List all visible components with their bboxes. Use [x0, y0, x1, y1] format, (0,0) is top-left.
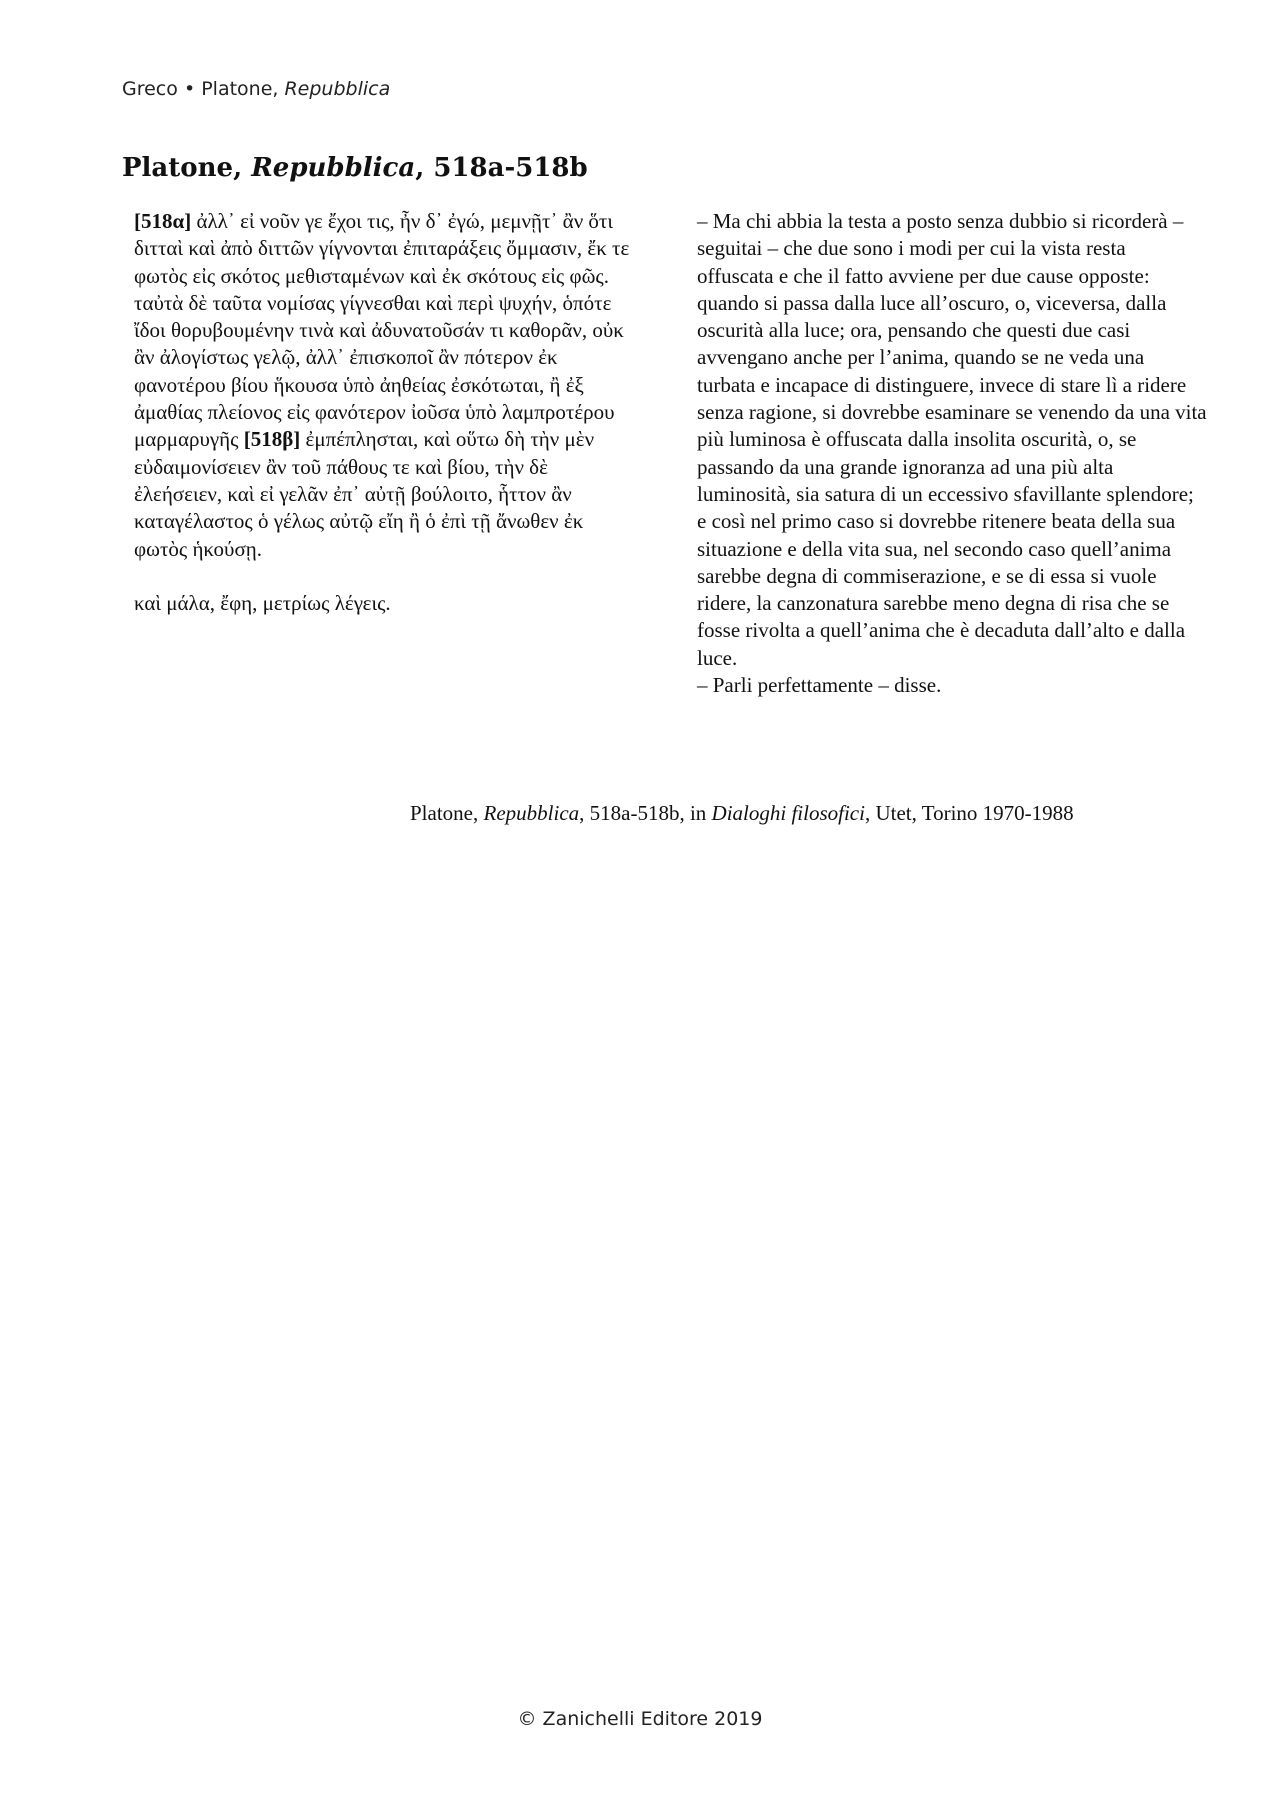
source-citation [410, 800, 1074, 827]
greek-paragraph [134, 208, 639, 563]
section-marker-518a: [518α] [134, 209, 192, 233]
page-title [122, 153, 588, 183]
greek-text-part-2: ἐμπέπλησται, καὶ οὕτω δὴ τὴν μὲν εὐδαιμονίσειεν ἂν τοῦ πάθους τε καὶ βίου, τὴν δὲ ἐλεήσειεν, καὶ εἰ γελᾶν ἐπ᾽ αὐτῇ βούλοιτο, ἧττον ἂν καταγέλαστος ὁ γέλως αὐτῷ εἴη ἢ ὁ ἐπὶ τῇ ἄνωθεν ἐκ φωτὸς ἡκούσῃ. [134, 427, 595, 561]
greek-text-part-1: ἀλλ᾽ εἰ νοῦν γε ἔχοι τις, ἦν δ᾽ ἐγώ, μεμνῇτ᾽ ἂν ὅτι διτταὶ καὶ ἀπὸ διττῶν γίγνονται ἐπιταράξεις ὄμμασιν, ἔκ τε φωτὸς εἰς σκότος μεθισταμένων καὶ ἐκ σκότους εἰς φῶς. ταὐτὰ δὲ ταῦτα νομίσας γίγνεσθαι καὶ περὶ ψυχήν, ὁπότε ἴδοι θορυβουμένην τινὰ καὶ ἀδυνατοῦσάν τι καθορᾶν, οὐκ ἂν ἀλογίστως γελῷ, ἀλλ᾽ ἐπισκοποῖ ἂν πότερον ἐκ φανοτέρου βίου ἥκουσα ὑπὸ ἀηθείας ἐσκότωται, ἢ ἐξ ἀμαθίας πλείονος εἰς φανότερον ἰοῦσα ὑπὸ λαμπροτέρου μαρμαρυγῆς [134, 209, 630, 452]
citation-publisher: , Utet, Torino 1970-1988 [864, 801, 1074, 825]
italian-translation-column [697, 208, 1207, 699]
citation-book: Dialoghi filosofici [711, 801, 865, 825]
greek-reply: καὶ μάλα, ἔφη, μετρίως λέγεις. [134, 590, 391, 615]
header-bullet: • [183, 78, 196, 100]
citation-ref: , 518a-518b, in [579, 801, 712, 825]
italian-reply: – Parli perfettamente – disse. [697, 673, 942, 698]
header-work: Repubblica [284, 78, 391, 100]
copyright-footer: © Zanichelli Editore 2019 [517, 1708, 763, 1730]
title-ref: , 518a-518b [415, 153, 588, 183]
citation-work: Repubblica [483, 801, 580, 825]
section-marker-518b: [518β] [243, 427, 301, 452]
running-header [122, 78, 390, 100]
title-work: Repubblica [251, 153, 416, 183]
citation-author: Platone, [410, 801, 484, 825]
header-subject: Greco [122, 78, 178, 100]
title-author: Platone, [122, 153, 243, 183]
header-author: Platone, [201, 78, 279, 100]
italian-paragraph: – Ma chi abbia la testa a posto senza dubbio si ricorderà – seguitai – che due sono i modi per cui la vista resta offuscata e che il fatto avviene per due cause opposte: quando si passa dalla luce all’oscuro, o, viceversa, dalla oscurità alla luce; ora, pensando che questi due casi avvengano anche per l’anima, quando se ne veda una turbata e incapace di distinguere, invece di stare lì a ridere senza ragione, si dovrebbe esaminare se venendo da una vita più luminosa è offuscata dalla insolita oscurità, o, se passando da una grande ignoranza ad una più alta luminosità, sia satura di un eccessivo sfavillante splendore; e così nel primo caso si dovrebbe ritenere beata della sua situazione e della vita sua, nel secondo caso quell’anima sarebbe degna di commiserazione, e se di essa si vuole ridere, la canzonatura sarebbe meno degna di risa che se fosse rivolta a quell’anima che è decaduta dall’alto e dalla luce. [697, 209, 1207, 670]
greek-text-column [134, 208, 639, 617]
